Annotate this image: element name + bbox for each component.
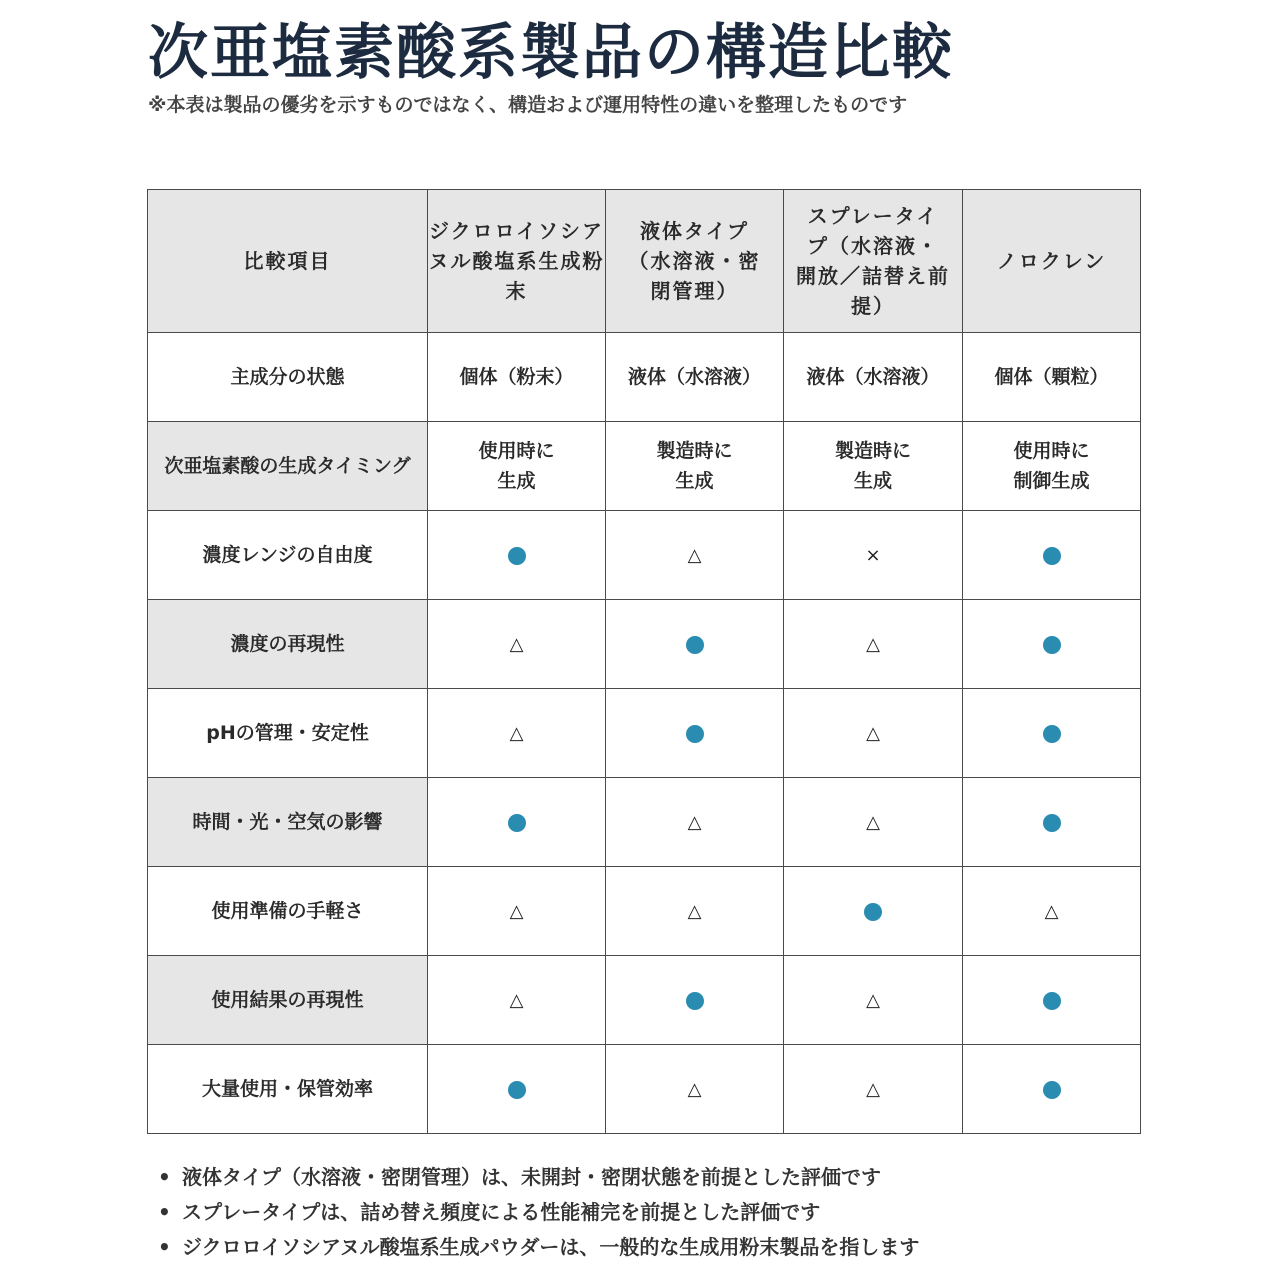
header-spray-type-label: スプレータイ プ（水溶液・ 開放／詰替え前提） bbox=[796, 204, 950, 318]
footnotes bbox=[158, 1160, 919, 1265]
table-cell bbox=[963, 422, 1141, 511]
cell-text: 製造時に 生成 bbox=[656, 440, 733, 492]
table-cell bbox=[784, 600, 963, 689]
table-cell bbox=[963, 333, 1141, 422]
table-cell bbox=[963, 511, 1141, 600]
table-cell bbox=[606, 511, 784, 600]
triangle-icon: △ bbox=[509, 633, 524, 655]
table-row bbox=[148, 600, 1141, 689]
table-cell bbox=[606, 600, 784, 689]
table-cell bbox=[428, 867, 606, 956]
table-cell bbox=[428, 511, 606, 600]
cell-text: 液体（水溶液） bbox=[627, 366, 761, 388]
table-cell bbox=[428, 422, 606, 511]
filled-circle-icon bbox=[1043, 814, 1061, 832]
triangle-icon: △ bbox=[1044, 900, 1059, 922]
table-cell bbox=[428, 778, 606, 867]
table-cell bbox=[784, 867, 963, 956]
triangle-icon: △ bbox=[509, 900, 524, 922]
table-cell bbox=[606, 867, 784, 956]
header-spray-type bbox=[784, 190, 963, 333]
footnote-item bbox=[158, 1160, 919, 1195]
table-cell bbox=[606, 333, 784, 422]
table-body bbox=[148, 333, 1141, 1134]
triangle-icon: △ bbox=[866, 989, 880, 1011]
header-liquid-type-label: 液体タイプ （水溶液・密 閉管理） bbox=[628, 219, 761, 303]
footnote-text: ジクロロイソシアヌル酸塩系生成パウダーは、一般的な生成用粉末製品を指します bbox=[182, 1235, 920, 1259]
table-cell bbox=[606, 778, 784, 867]
cell-text: 使用時に 生成 bbox=[478, 440, 555, 492]
table-cell bbox=[963, 600, 1141, 689]
table-cell bbox=[963, 1045, 1141, 1134]
filled-circle-icon bbox=[686, 725, 704, 743]
table-cell bbox=[606, 689, 784, 778]
footnote-text: 液体タイプ（水溶液・密閉管理）は、未開封・密閉状態を前提とした評価です bbox=[182, 1165, 881, 1189]
header-compare-item: 比較項目 bbox=[148, 190, 428, 333]
cell-text: 液体（水溶液） bbox=[806, 366, 940, 388]
table-cell bbox=[428, 1045, 606, 1134]
table-row bbox=[148, 867, 1141, 956]
table-cell bbox=[963, 867, 1141, 956]
bullet-icon: • bbox=[158, 1235, 171, 1259]
page-title: 次亜塩素酸系製品の構造比較 bbox=[148, 18, 954, 88]
triangle-icon: △ bbox=[866, 722, 880, 744]
table-row bbox=[148, 956, 1141, 1045]
filled-circle-icon bbox=[1043, 636, 1061, 654]
triangle-icon: △ bbox=[509, 989, 524, 1011]
header-liquid-type bbox=[606, 190, 784, 333]
table-cell bbox=[606, 956, 784, 1045]
filled-circle-icon bbox=[508, 814, 526, 832]
filled-circle-icon bbox=[508, 547, 526, 565]
cross-icon: × bbox=[865, 544, 881, 566]
row-label: 使用準備の手軽さ bbox=[148, 867, 428, 956]
triangle-icon: △ bbox=[866, 633, 880, 655]
table-cell bbox=[963, 956, 1141, 1045]
table-cell bbox=[963, 689, 1141, 778]
bullet-icon: • bbox=[158, 1165, 171, 1189]
triangle-icon: △ bbox=[866, 811, 880, 833]
bullet-icon: • bbox=[158, 1200, 171, 1224]
filled-circle-icon bbox=[686, 636, 704, 654]
filled-circle-icon bbox=[864, 903, 882, 921]
row-label: 濃度レンジの自由度 bbox=[148, 511, 428, 600]
filled-circle-icon bbox=[1043, 1081, 1061, 1099]
table-cell bbox=[784, 778, 963, 867]
row-label: 次亜塩素酸の生成タイミング bbox=[148, 422, 428, 511]
header-dichloro-powder-label: ジクロロイソシア ヌル酸塩系生成粉 末 bbox=[428, 219, 605, 303]
table-cell bbox=[606, 1045, 784, 1134]
row-label: 使用結果の再現性 bbox=[148, 956, 428, 1045]
header-row bbox=[148, 190, 1141, 333]
table-row bbox=[148, 689, 1141, 778]
table-row bbox=[148, 1045, 1141, 1134]
table-row bbox=[148, 511, 1141, 600]
cell-text: 個体（顆粒） bbox=[994, 366, 1109, 388]
filled-circle-icon bbox=[1043, 547, 1061, 565]
comparison-table bbox=[147, 189, 1141, 1134]
table-cell bbox=[784, 956, 963, 1045]
table-row bbox=[148, 333, 1141, 422]
table-cell bbox=[784, 511, 963, 600]
footnote-item bbox=[158, 1195, 919, 1230]
triangle-icon: △ bbox=[866, 1078, 880, 1100]
table-row bbox=[148, 422, 1141, 511]
cell-text: 製造時に 生成 bbox=[834, 440, 911, 492]
triangle-icon: △ bbox=[687, 1078, 702, 1100]
row-label: 時間・光・空気の影響 bbox=[148, 778, 428, 867]
row-label: 主成分の状態 bbox=[148, 333, 428, 422]
filled-circle-icon bbox=[1043, 992, 1061, 1010]
table-cell bbox=[428, 333, 606, 422]
triangle-icon: △ bbox=[687, 900, 702, 922]
table-cell bbox=[428, 956, 606, 1045]
row-label: 大量使用・保管効率 bbox=[148, 1045, 428, 1134]
triangle-icon: △ bbox=[509, 722, 524, 744]
header-norocren: ノロクレン bbox=[963, 190, 1141, 333]
header-dichloro-powder bbox=[428, 190, 606, 333]
table-cell bbox=[784, 689, 963, 778]
triangle-icon: △ bbox=[687, 544, 702, 566]
cell-text: 使用時に 制御生成 bbox=[1013, 440, 1090, 492]
filled-circle-icon bbox=[508, 1081, 526, 1099]
row-label: 濃度の再現性 bbox=[148, 600, 428, 689]
footnote-text: スプレータイプは、詰め替え頻度による性能補完を前提とした評価です bbox=[182, 1200, 821, 1224]
table-cell bbox=[963, 778, 1141, 867]
table-row bbox=[148, 778, 1141, 867]
filled-circle-icon bbox=[686, 992, 704, 1010]
table-cell bbox=[606, 422, 784, 511]
table-cell bbox=[784, 422, 963, 511]
page-subtitle: ※本表は製品の優劣を示すものではなく、構造および運用特性の違いを整理したものです bbox=[148, 94, 908, 116]
table-cell bbox=[784, 1045, 963, 1134]
table-cell bbox=[428, 600, 606, 689]
triangle-icon: △ bbox=[687, 811, 702, 833]
table-cell bbox=[428, 689, 606, 778]
row-label: pHの管理・安定性 bbox=[148, 689, 428, 778]
cell-text: 個体（粉末） bbox=[459, 366, 574, 388]
table-cell bbox=[784, 333, 963, 422]
filled-circle-icon bbox=[1043, 725, 1061, 743]
footnote-item bbox=[158, 1230, 919, 1265]
